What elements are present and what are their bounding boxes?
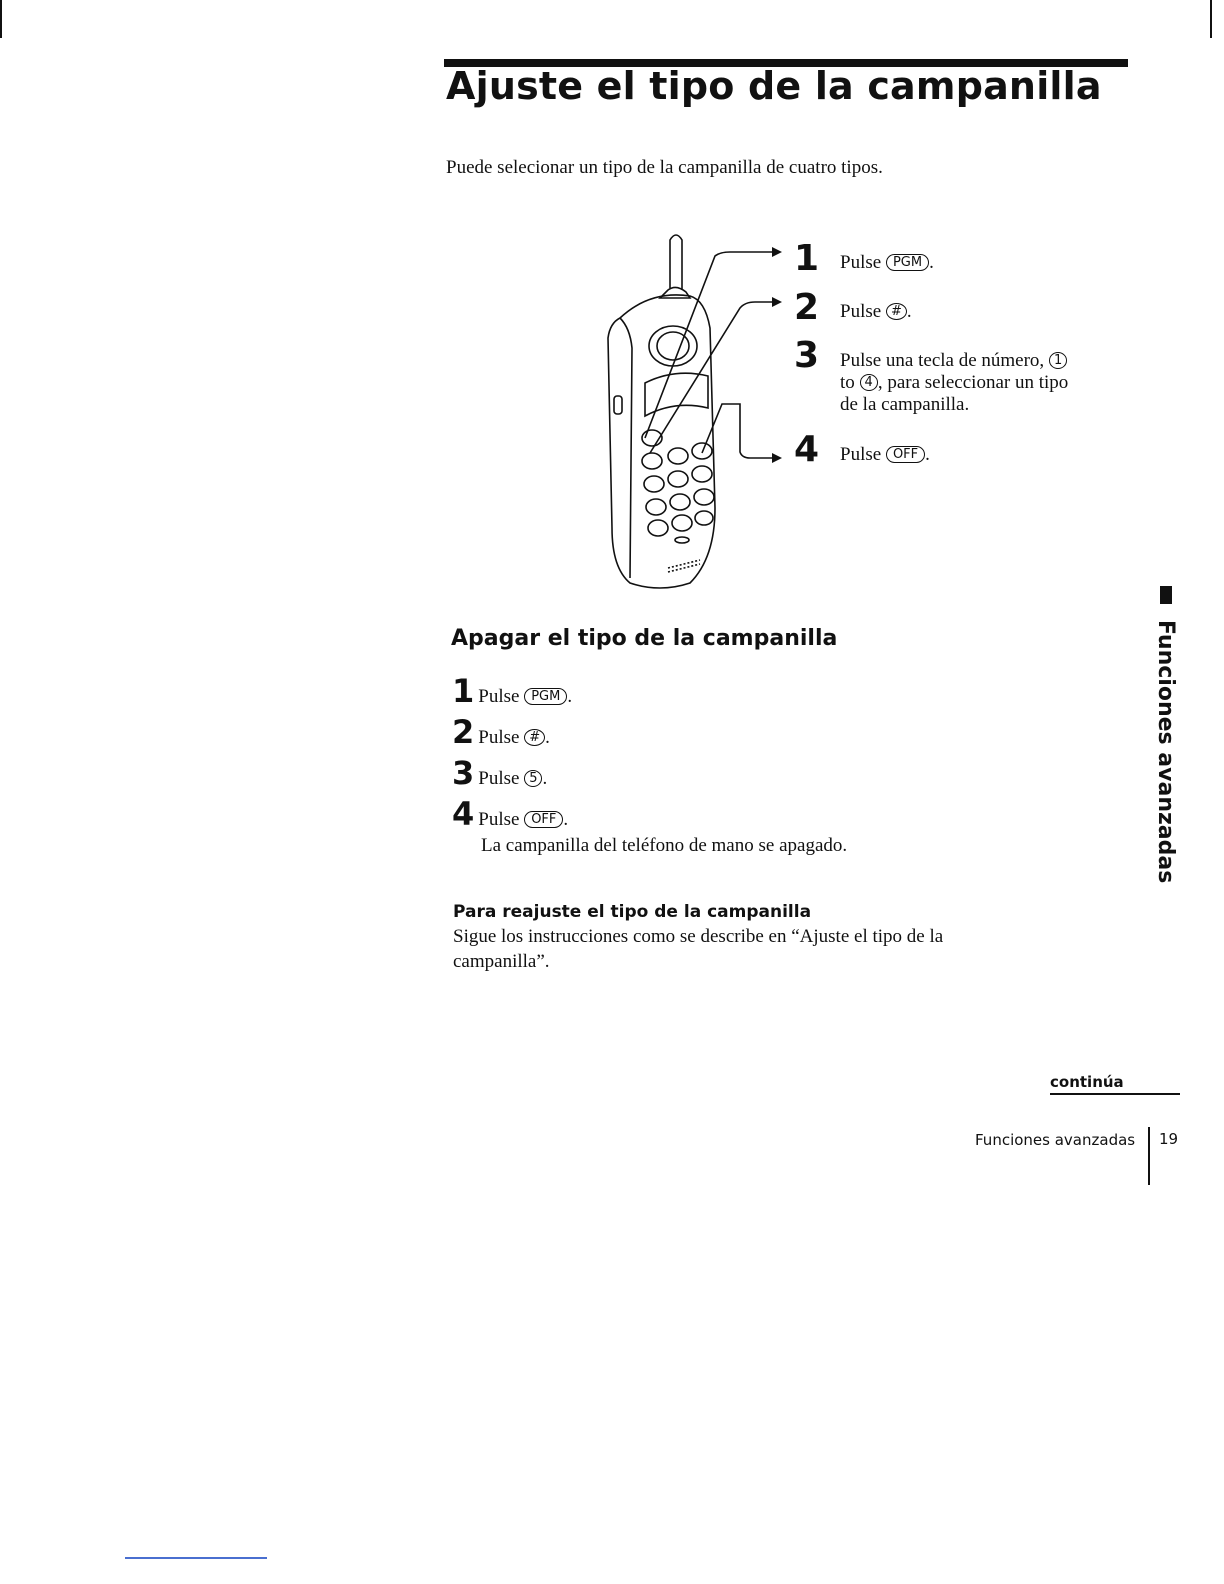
note-heading: Para reajuste el tipo de la campanilla [453, 902, 812, 922]
bottom-line [125, 1557, 267, 1559]
step-1-text: Pulse PGM . [840, 252, 934, 273]
off-key: OFF [886, 446, 925, 463]
crop-mark-right [1210, 0, 1212, 38]
step-2 [794, 287, 820, 328]
s2-step-2: 2 Pulse # . [452, 713, 550, 751]
footer-divider [1148, 1127, 1150, 1185]
step-number: 3 [794, 335, 820, 376]
s2-step-4: 4 Pulse OFF . [452, 795, 569, 833]
pgm-key: PGM [886, 254, 929, 271]
step-1 [794, 238, 820, 279]
step-3 [794, 335, 820, 376]
s2-step-3: 3 Pulse 5 . [452, 754, 548, 792]
step-4-text: Pulse OFF . [840, 444, 930, 465]
hash-key: # [524, 729, 545, 746]
continued-rule [1050, 1093, 1180, 1095]
off-key: OFF [524, 811, 563, 828]
section-heading: Apagar el tipo de la campanilla [451, 626, 838, 651]
s2-step-1: 1 Pulse PGM . [452, 672, 573, 710]
step-2-text: Pulse # . [840, 301, 912, 322]
step-number: 2 [794, 287, 820, 328]
number-key-5: 5 [524, 770, 542, 787]
step-4 [794, 429, 820, 470]
continued-label: continúa [1050, 1073, 1124, 1091]
side-tab-marker [1160, 586, 1172, 604]
result-text: La campanilla del teléfono de mano se apagado. [481, 835, 848, 856]
hash-key: # [886, 303, 907, 320]
number-key-4: 4 [860, 374, 878, 391]
step-number: 4 [794, 429, 820, 470]
crop-mark-left [0, 0, 2, 38]
page-title: Ajuste el tipo de la campanilla [446, 64, 1102, 108]
handset-illustration [590, 228, 840, 598]
page-number: 19 [1159, 1130, 1179, 1148]
intro-text: Puede selecionar un tipo de la campanilla de cuatro tipos. [446, 157, 883, 178]
side-tab-label: Funciones avanzadas [1153, 620, 1178, 884]
step-number: 1 [794, 238, 820, 279]
note-body: Sigue los instrucciones como se describe en “Ajuste el tipo de la campanilla”. [453, 926, 944, 972]
pgm-key: PGM [524, 688, 567, 705]
side-tab [1124, 620, 1204, 884]
number-key-1: 1 [1049, 352, 1067, 369]
footer-section: Funciones avanzadas [975, 1131, 1136, 1149]
step-3-text: Pulse una tecla de número, 1 to 4 , para seleccionar un tipo de la campanilla. [840, 350, 1069, 415]
